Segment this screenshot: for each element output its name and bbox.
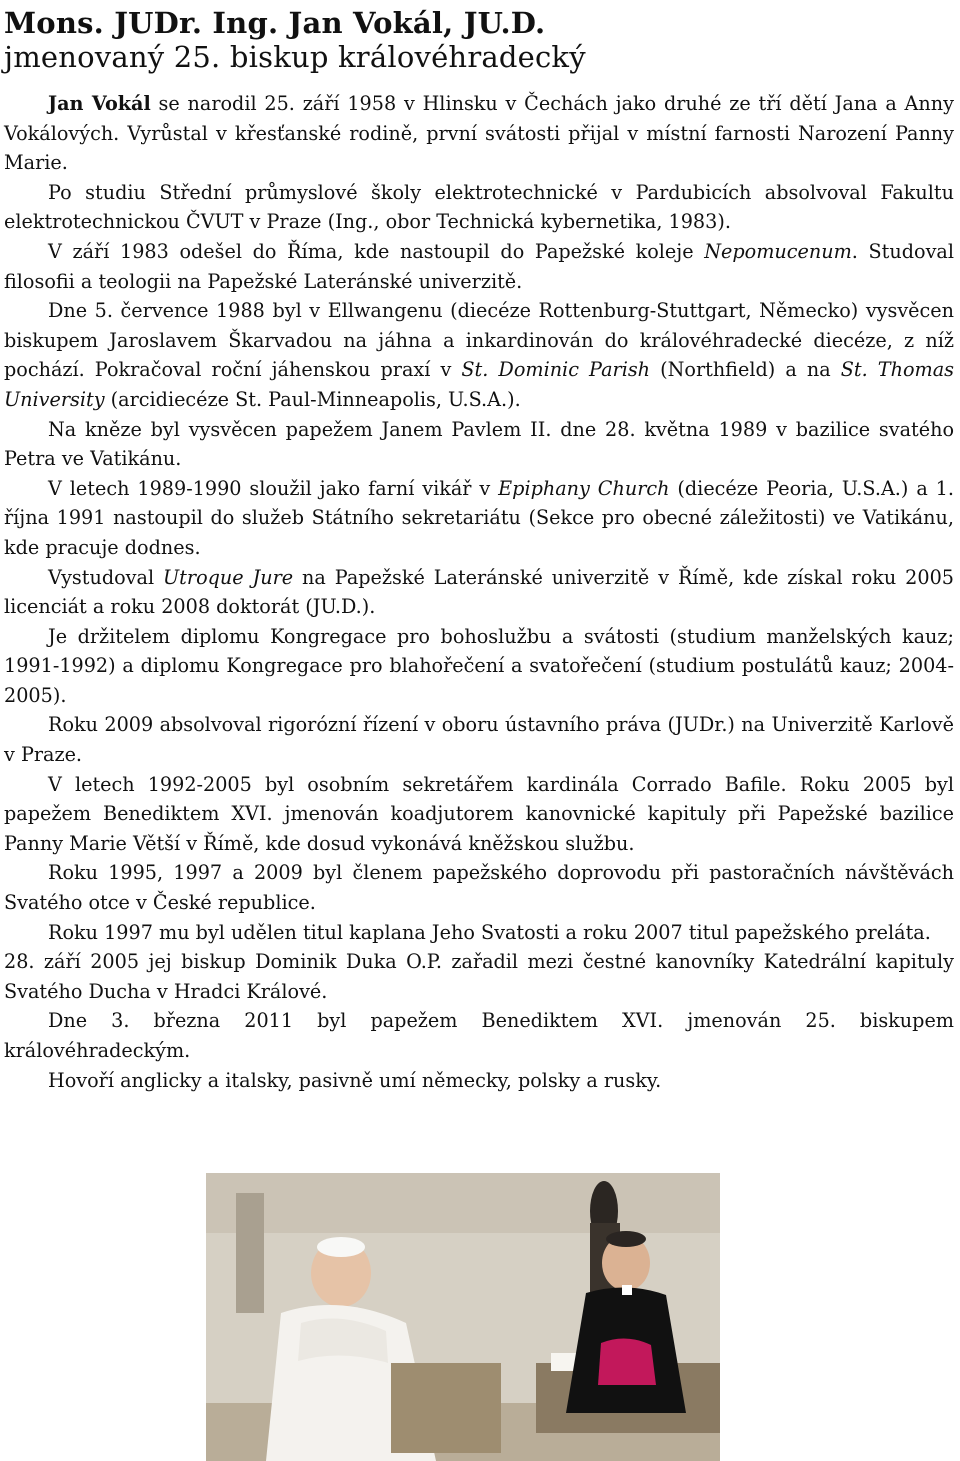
bio-paragraph-14: Dne 3. března 2011 byl papežem Benediktem XVI. jmenován 25. biskupem královéhradeckým. [4, 1009, 954, 1062]
chair [391, 1363, 501, 1453]
bio-paragraph-2: Po studiu Střední průmyslové školy elektrotechnické v Pardubicích absolvoval Fakultu elektrotechnickou ČVUT v Praze (Ing., obor Technická kybernetika, 1983). [4, 180, 954, 234]
bio-paragraph-7: Vystudoval Utroque Jure na Papežské Lateránské univerzitě v Římě, kde získal roku 2005 licenciát a roku 2008 doktorát (JU.D.). [4, 565, 954, 619]
bishop-sash [598, 1338, 656, 1385]
bio-paragraph-1: Jan Vokál se narodil 25. září 1958 v Hlinsku v Čechách jako druhé ze tří dětí Jana a Anny Vokálových. Vyrůstal v křesťanské rodině, první svátosti přijal v místní farnosti Narození Panny Marie. [4, 92, 954, 175]
pope-zucchetto [317, 1237, 365, 1257]
meeting-photo-illustration [206, 1173, 720, 1461]
page-title [4, 6, 954, 74]
bio-paragraph-4: Dne 5. července 1988 byl v Ellwangenu (diecéze Rottenburg-Stuttgart, Německo) vysvěcen biskupem Jaroslavem Škarvadou na jáhna a inkardinován do královéhradecké diecéze, z níž pochází. Pokračoval roční jáhenskou praxí v St. Dominic Parish (Northfield) a na St. Thomas University (arcidiecéze St. Paul-Minneapolis, U.S.A.). [4, 299, 954, 411]
title-line-2: jmenovaný 25. biskup královéhradecký [4, 40, 586, 74]
bio-paragraph-9: Roku 2009 absolvoval rigorózní řízení v oboru ústavního práva (JUDr.) na Univerzitě Karlově v Praze. [4, 713, 954, 767]
statue [236, 1193, 264, 1313]
biography [4, 89, 954, 1095]
document-page [4, 6, 954, 1095]
bio-paragraph-12: Roku 1997 mu byl udělen titul kaplana Jeho Svatosti a roku 2007 titul papežského preláta. [48, 920, 931, 944]
bio-paragraph-10: V letech 1992-2005 byl osobním sekretářem kardinála Corrado Bafile. Roku 2005 byl papežem Benediktem XVI. jmenován koadjutorem kanovnické kapituly při Papežské bazilice Panny Marie Větší v Římě, kde dosud vykonává kněžskou službu. [4, 772, 954, 855]
bio-paragraph-11: Roku 1995, 1997 a 2009 byl členem papežského doprovodu při pastoračních návštěvách Svatého otce v České republice. [4, 861, 954, 915]
bio-paragraph-3: V září 1983 odešel do Říma, kde nastoupil do Papežské koleje Nepomucenum. Studoval filosofii a teologii na Papežské Lateránské univerzitě. [4, 239, 954, 293]
bio-name: Jan Vokál [48, 92, 151, 115]
bio-paragraph-15: Hovoří anglicky a italsky, pasivně umí německy, polsky a rusky. [48, 1068, 662, 1092]
bio-paragraph-5: Na kněze byl vysvěcen papežem Janem Pavlem II. dne 28. května 1989 v bazilice svatého Petra ve Vatikánu. [4, 417, 954, 471]
bio-paragraph-6: V letech 1989-1990 sloužil jako farní vikář v Epiphany Church (diecéze Peoria, U.S.A.) a 1. října 1991 nastoupil do služeb Státního sekretariátu (Sekce pro obecné záležitosti) ve Vatikánu, kde pracuje dodnes. [4, 476, 954, 559]
meeting-photo [206, 1173, 720, 1461]
title-line-1: Mons. JUDr. Ing. Jan Vokál, JU.D. [4, 6, 546, 40]
bio-paragraph-13: 28. září 2005 jej biskup Dominik Duka O.P. zařadil mezi čestné kanovníky Katedrální kapituly Svatého Ducha v Hradci Králové. [4, 950, 954, 1003]
bishop-hair [606, 1231, 646, 1247]
bio-paragraph-8: Je držitelem diplomu Kongregace pro bohoslužbu a svátosti (studium manželských kauz; 1991-1992) a diplomu Kongregace pro blahořečení a svatořečení (studium postulátů kauz; 2004-2005). [4, 624, 954, 707]
wall-upper-shade [206, 1173, 720, 1233]
collar [622, 1285, 632, 1295]
